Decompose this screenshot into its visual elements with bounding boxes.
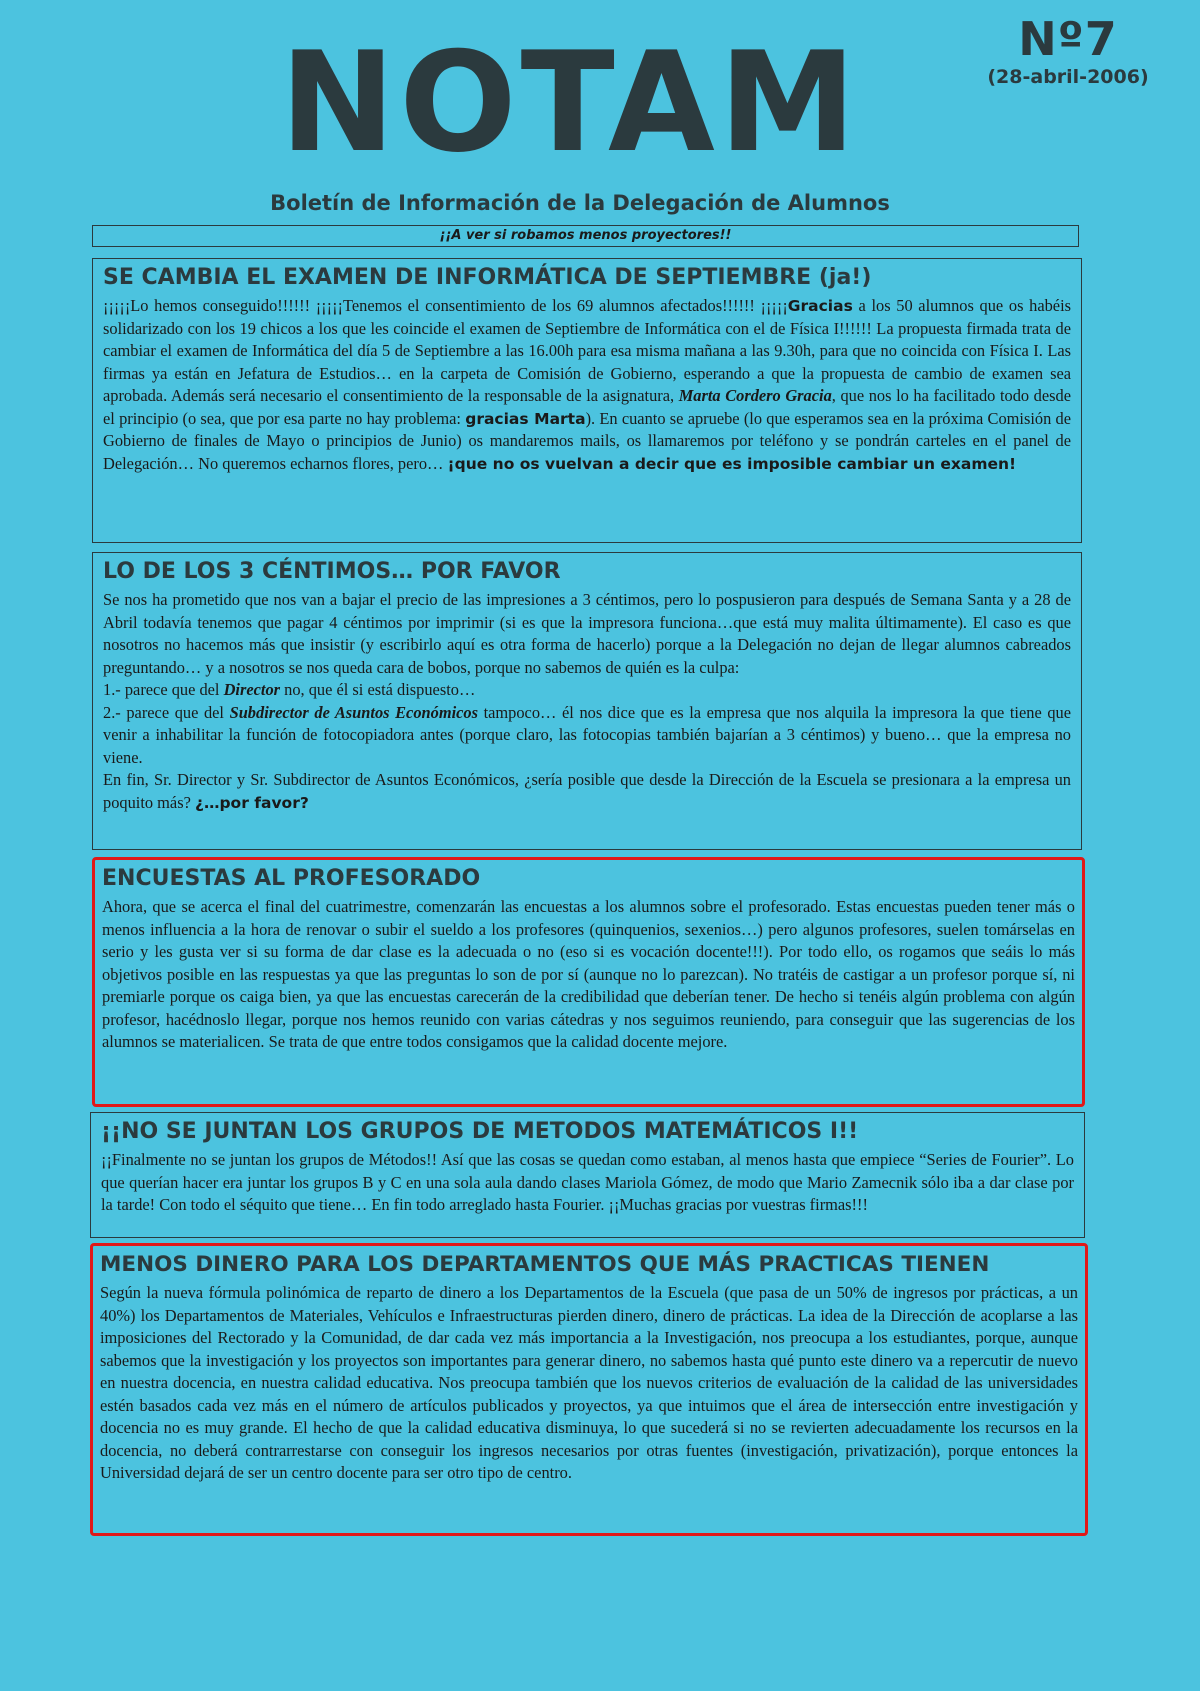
article-title: LO DE LOS 3 CÉNTIMOS… POR FAVOR xyxy=(103,559,561,584)
article-informatica-exam xyxy=(92,258,1082,543)
list-item-emphasis: Subdirector de Asuntos Económicos xyxy=(229,702,478,722)
professor-name: Marta Cordero Gracia xyxy=(678,386,832,405)
list-item xyxy=(103,702,1071,770)
masthead-subtitle: Boletín de Información de la Delegación de Alumnos xyxy=(270,191,890,215)
article-body: Según la nueva fórmula polinómica de reparto de dinero a los Departamentos de la Escuela (que pasa de un 50% de ingresos por prácticas, a un 40%) los Departamentos de Materiales, Vehículos e Infraestructuras pierden dinero, dinero de prácticas. La idea de la Dirección de acoplarse a las imposiciones del Rectorado y la Comunidad, de dar cada vez más importancia a la Investigación, nos preocupa a los estudiantes, porque, aunque sabemos que la investigación y los proyectos son importantes para generar dinero, no sabemos hasta qué punto este dinero va a repercutir de nuevo en nuestra docencia, en nuestra calidad educativa. Nos preocupa también que los nuevos criterios de evaluación de la calidad de las universidades estén basados cada vez más en el número de artículos publicados y proyectos, ya que intuimos que el área de intersección entre investigación y docencia no es muy grande. El hecho de que la calidad educativa disminuya, lo que sucederá si no se revierten adecuadamente los recursos en la docencia, no deberá contrarrestarse con conseguir los ingresos necesarios por otras fuentes (investigación, privatización), porque entonces la Universidad dejará de ser un centro docente para ser otro tipo de centro. xyxy=(100,1283,1078,1482)
list-item-prefix: 1.- parece que del xyxy=(103,680,224,699)
article-title: ¡¡NO SE JUNTAN LOS GRUPOS DE METODOS MATEMÁTICOS I!! xyxy=(101,1119,859,1144)
article-teacher-surveys xyxy=(92,857,1085,1107)
article-closing xyxy=(103,769,1071,814)
list-item-text: no, que él si está dispuesto… xyxy=(280,680,476,699)
masthead-title: NOTAM xyxy=(279,22,861,183)
emphasis-text: Gracias xyxy=(787,297,853,315)
list-item xyxy=(103,679,1071,702)
body-text: ¡¡¡¡¡Lo hemos conseguido!!!!!! ¡¡¡¡¡Tenemos el consentimiento de los 69 alumnos afectados!!!!!! ¡¡¡¡¡ xyxy=(103,296,788,315)
article-body: ¡¡Finalmente no se juntan los grupos de Métodos!! Así que las cosas se quedan como estaban, al menos hasta que empiece “Series de Fourier”. Lo que querían hacer era juntar los grupos B y C en una sola aula dando clases Mariola Gómez, de modo que Mario Zamecnik sólo iba a dar clase por la tarde! Con todo el séquito que tiene… En fin todo arreglado hasta Fourier. ¡¡Muchas gracias por vuestras firmas!!! xyxy=(101,1150,1074,1214)
emphasis-text: gracias Marta xyxy=(465,409,586,428)
article-body xyxy=(103,295,1071,475)
issue-date: (28-abril-2006) xyxy=(987,66,1149,88)
article-math-groups xyxy=(90,1112,1085,1238)
body-text: , que nos lo ha facilitado todo desde el principio (o sea, que por esa parte no hay problema: xyxy=(103,386,1071,428)
article-body: Ahora, que se acerca el final del cuatrimestre, comenzarán las encuestas a los alumnos sobre el profesorado. Estas encuestas pueden tener más o menos influencia a la hora de renovar o subir el sueldo a los profesores (quinquenios, sexenios…) pero algunos profesores, suelen tomárselas en serio y les gusta ver si su forma de dar clase es la adecuada o no (eso si es vocación docente!!!). Por todo ello, os rogamos que seáis lo más objetivos posible en las respuestas ya que las preguntas lo son de por sí (aunque no lo parezcan). No tratéis de castigar a un profesor porque sí, ni premiarle porque os caiga bien, ya que las encuestas carecerán de la credibilidad que deberían tener. De hecho si tenéis algún problema con algún profesor, hacédnoslo llegar, porque nos hemos reunido con varias cátedras y nos seguimos reuniendo, para conseguir que las sugerencias de los alumnos se materialicen. Se trata de que entre todos consigamos que la calidad docente mejore. xyxy=(102,897,1075,1051)
list-item-prefix: 2.- parece que del xyxy=(103,702,230,722)
article-title: ENCUESTAS AL PROFESORADO xyxy=(102,866,481,891)
banner-slogan: ¡¡A ver si robamos menos proyectores!! xyxy=(92,225,1079,247)
list-item-emphasis: Director xyxy=(223,680,281,699)
list-item-text: tampoco… él nos dice que es la empresa que nos alquila la impresora la que tiene que venir a inhabilitar la función de fotocopiadora antes (porque claro, las fotocopias también bajarían a 3 céntimos) y bueno… que la empresa no viene. xyxy=(103,702,1071,767)
emphasis-text: ¿…por favor? xyxy=(194,793,309,812)
article-department-funding xyxy=(90,1243,1088,1536)
article-title: MENOS DINERO PARA LOS DEPARTAMENTOS QUE MÁS PRACTICAS TIENEN xyxy=(100,1252,990,1277)
article-printing-cost xyxy=(92,552,1082,850)
article-body: Se nos ha prometido que nos van a bajar el precio de las impresiones a 3 céntimos, pero lo pospusieron para después de Semana Santa y a 28 de Abril todavía tenemos que pagar 4 céntimos por imprimir (si es que la impresora funciona…que está muy malita últimamente). El caso es que nosotros no hacemos más que insistir (y escribirlo aquí es otra forma de hacerlo) porque a la Delegación no dejan de llegar alumnos cabreados preguntando… y a nosotros se nos queda cara de bobos, porque no sabemos de quién es la culpa: xyxy=(103,590,1071,677)
issue-number: Nº7 xyxy=(1018,12,1118,66)
body-text: a los 50 alumnos que os habéis solidarizado con los 19 chicos a los que les coincide el examen de Septiembre de Informática con el de Física I!!!!!! La propuesta firmada trata de cambiar el examen de Informática del día 5 de Septiembre a las 16.00h para esa misma mañana a las 9.30h, para que no coincida con Física I. Las firmas ya están en Jefatura de Estudios… en la carpeta de Comisión de Gobierno, esperando a que la propuesta de cambio de examen sea aprobada. Además será necesario el consentimiento de la responsable de la asignatura, xyxy=(103,296,1071,405)
body-text: ). En cuanto se apruebe (lo que esperamos sea en la próxima Comisión de Gobierno de finales de Mayo o principios de Junio) os mandaremos mails, os llamaremos por teléfono y se pondrán carteles en el panel de Delegación… No queremos echarnos flores, pero… xyxy=(103,408,1071,473)
issue-info xyxy=(968,12,1168,88)
closing-text: En fin, Sr. Director y Sr. Subdirector de Asuntos Económicos, ¿sería posible que desde la Dirección de la Escuela se presionara a la empresa un poquito más? xyxy=(103,770,1071,812)
article-title: SE CAMBIA EL EXAMEN DE INFORMÁTICA DE SEPTIEMBRE (ja!) xyxy=(103,265,872,290)
emphasis-text: ¡que no os vuelvan a decir que es imposible cambiar un examen! xyxy=(447,454,1017,473)
